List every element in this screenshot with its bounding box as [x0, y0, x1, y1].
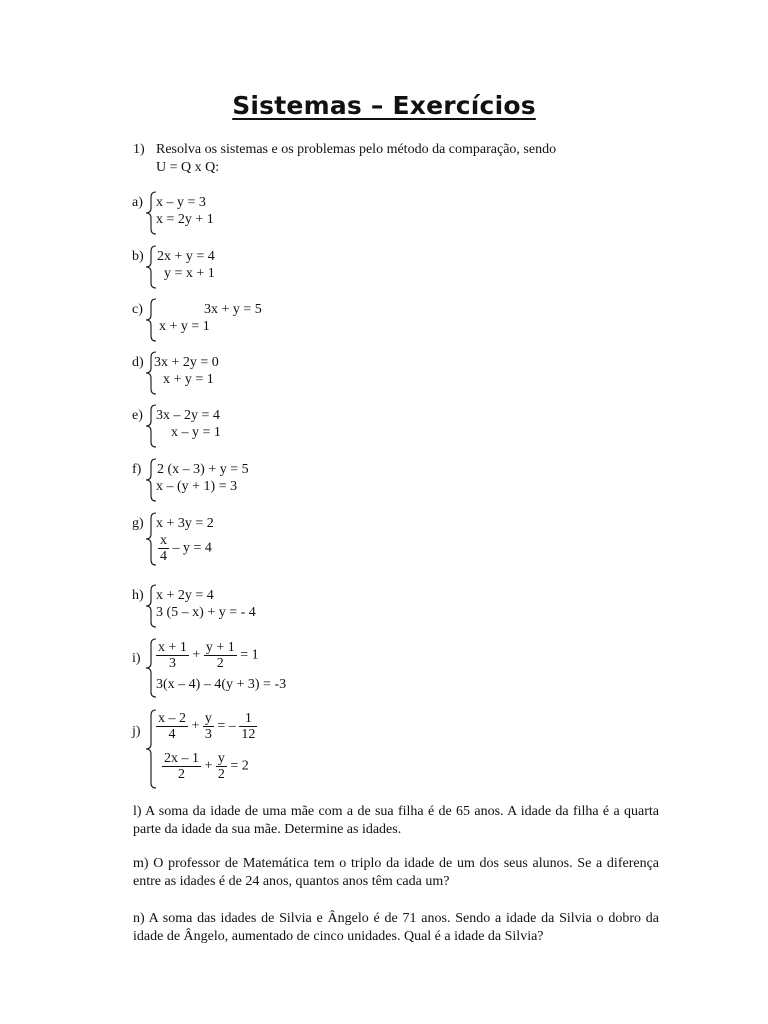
- question-number: 1): [133, 142, 145, 157]
- fraction: $\frac{1}{12}$: [241, 711, 256, 742]
- equation-1: $\frac{x - 2}{4}$ + $\frac{y}{3}$ = – $\frac{1}{12}$: [158, 711, 256, 742]
- page-title: Sistemas – Exercícios: [232, 91, 536, 120]
- equation-2: x + y = 1: [159, 319, 210, 334]
- equation-2: $\frac{2x - 1}{2}$ + $\frac{y}{2}$ = 2: [164, 751, 249, 782]
- equation-2: 3(x – 4) – 4(y + 3) = -3: [156, 677, 287, 692]
- equation-2: x – (y + 1) = 3: [156, 479, 238, 494]
- fraction: $\frac{2x - 1}{2}$: [164, 751, 199, 782]
- problem-m: m) O professor de Matemática tem o triplo da idade de um dos seus alunos. Se a diferença entre as idades é de 24 anos, quantos anos têm cada um?: [133, 856, 659, 889]
- question-instructions: [156, 141, 656, 177]
- system-label: i): [132, 651, 141, 666]
- system-label: j): [132, 724, 141, 739]
- problem-l: l) A soma da idade de uma mãe com a de sua filha é de 65 anos. A idade da filha é a quarta parte da idade da sua mãe. Determine as idades.: [133, 804, 659, 837]
- equation-1: 2x + y = 4: [157, 249, 215, 264]
- fraction: $\frac{x}{4}$: [160, 533, 167, 564]
- system-label: a): [132, 195, 143, 210]
- system-label: h): [132, 588, 144, 603]
- equation-1: $\frac{x + 1}{3}$ + $\frac{y + 1}{2}$ = 1: [158, 640, 259, 671]
- equation-1: x – y = 3: [156, 195, 206, 210]
- equation-2: y = x + 1: [164, 266, 215, 281]
- equation-2: 3 (5 – x) + y = - 4: [156, 605, 256, 620]
- equation-1: 3x – 2y = 4: [156, 408, 220, 423]
- instruction-line-1: Resolva os sistemas e os problemas pelo método da comparação, sendo: [156, 142, 557, 157]
- fraction: $\frac{x - 2}{4}$: [158, 711, 186, 742]
- fraction: $\frac{x + 1}{3}$: [158, 640, 187, 671]
- fraction: $\frac{y}{2}$: [217, 751, 225, 782]
- equation-1: x + 3y = 2: [156, 516, 214, 531]
- system-label: b): [132, 249, 144, 264]
- instruction-line-2: U = Q x Q:: [156, 160, 220, 175]
- system-label: e): [132, 408, 143, 423]
- system-label: c): [132, 302, 143, 317]
- fraction: $\frac{y + 1}{2}$: [205, 640, 235, 671]
- equation-2: x = 2y + 1: [156, 212, 214, 227]
- fraction: $\frac{y}{3}$: [204, 711, 212, 742]
- system-label: f): [132, 462, 142, 477]
- equation-2: x + y = 1: [163, 372, 214, 387]
- equation-1: 2 (x – 3) + y = 5: [157, 462, 249, 477]
- problem-n: n) A soma das idades de Silvia e Ângelo é de 71 anos. Sendo a idade da Silvia o dobro da idade de Ângelo, aumentado de cinco unidades. Qual é a idade da Silvia?: [133, 911, 659, 944]
- equation-1: 3x + 2y = 0: [154, 355, 219, 370]
- system-label: g): [132, 516, 144, 531]
- equation-2: $\frac{x}{4}$ – y = 4: [160, 533, 212, 564]
- left-brace-icon: [145, 245, 157, 289]
- equation-1: 3x + y = 5: [204, 302, 262, 317]
- equation-2: x – y = 1: [171, 425, 221, 440]
- equation-1: x + 2y = 4: [156, 588, 214, 603]
- system-label: d): [132, 355, 144, 370]
- left-brace-icon: [145, 298, 157, 342]
